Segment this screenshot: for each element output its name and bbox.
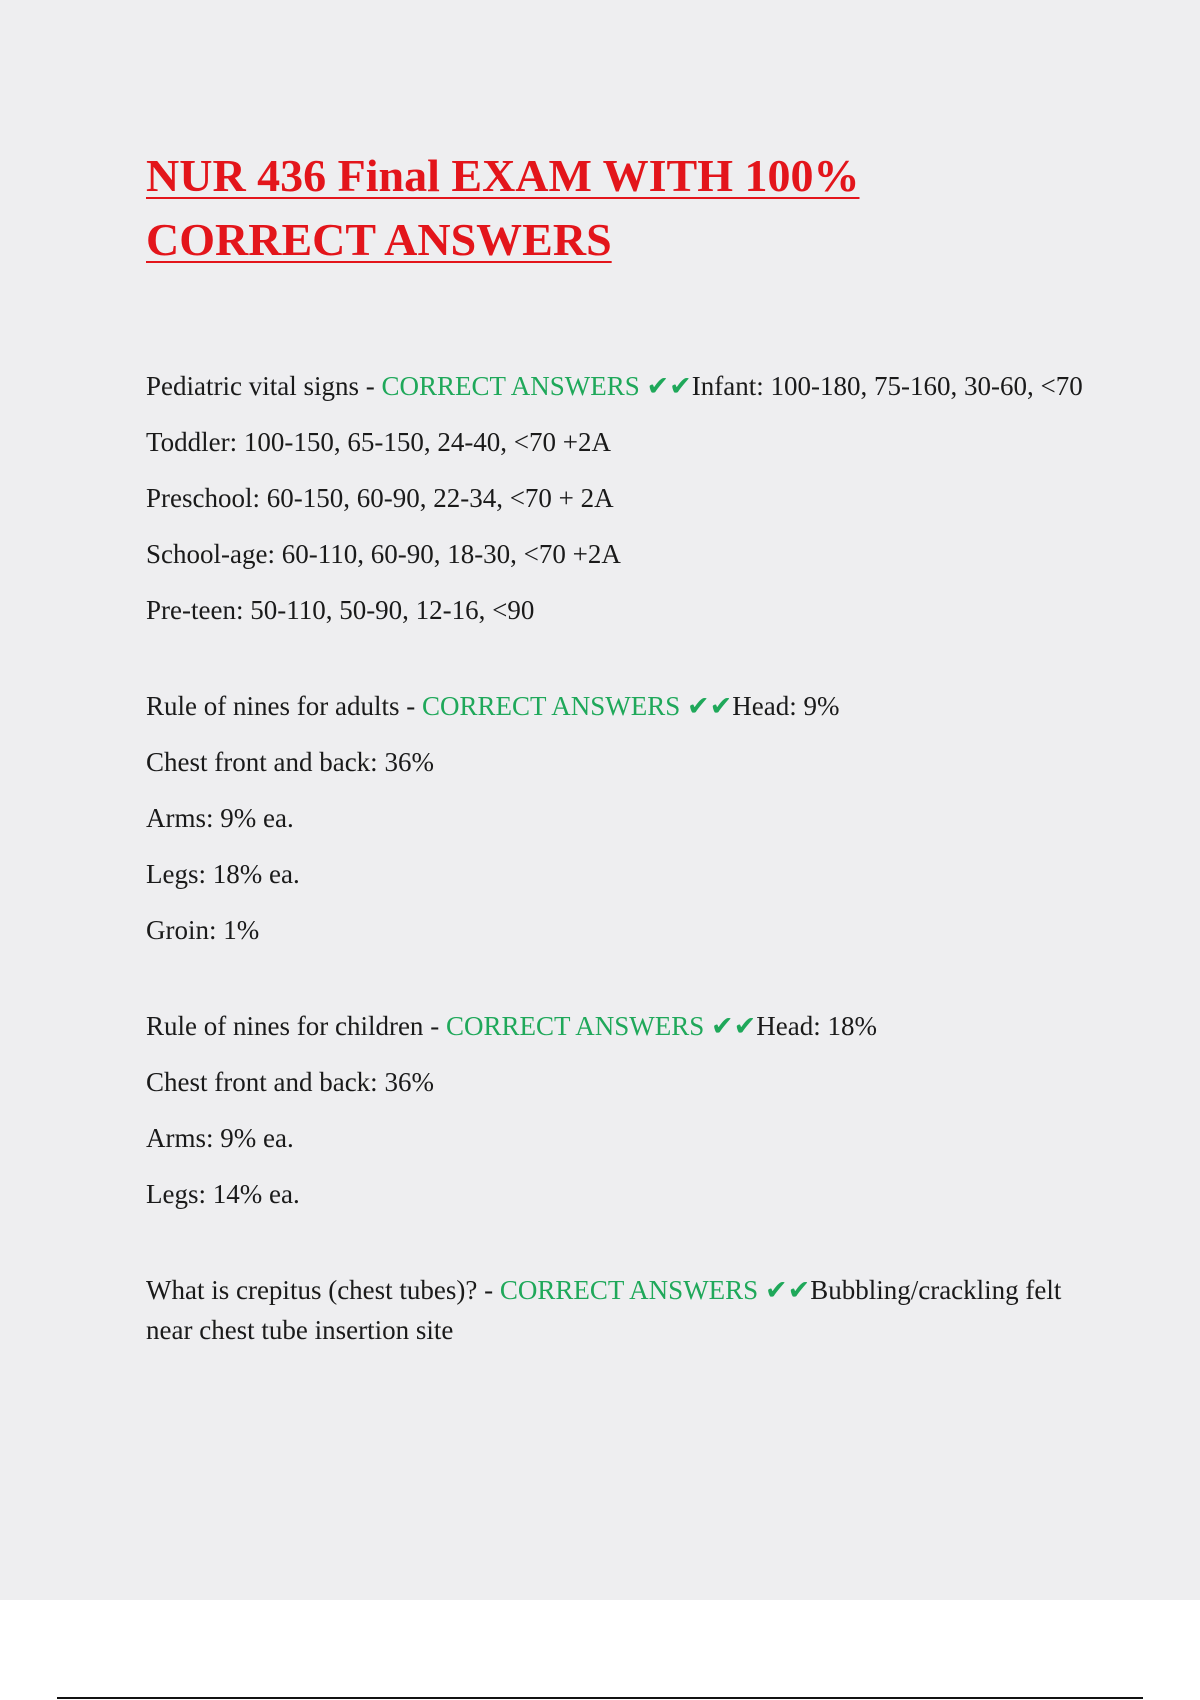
answer-line: Pre-teen: 50-110, 50-90, 12-16, <90 [146,595,535,625]
answer-line: Toddler: 100-150, 65-150, 24-40, <70 +2A [146,427,612,457]
answer-line: Arms: 9% ea. [146,1123,294,1153]
answer-line: Preschool: 60-150, 60-90, 22-34, <70 + 2A [146,483,614,513]
correct-answers-label: CORRECT ANSWERS [499,1275,759,1305]
question-text: Pediatric vital signs [146,371,359,401]
qa-item [146,1270,1106,1350]
question-text: What is crepitus (chest tubes)? [146,1275,478,1305]
separator: - [399,691,422,721]
answer-line: Chest front and back: 36% [146,1067,434,1097]
qa-item [146,686,1106,950]
double-check-icon: ✔✔ [764,1275,811,1305]
correct-answers-label: CORRECT ANSWERS [421,691,681,721]
correct-answers-label: CORRECT ANSWERS [445,1011,705,1041]
qa-list [146,366,1106,1406]
answer-line: Legs: 18% ea. [146,859,300,889]
qa-item [146,366,1106,630]
question-text: Rule of nines for adults [146,691,400,721]
question-text: Rule of nines for children [146,1011,424,1041]
separator: - [423,1011,446,1041]
footer-divider [57,1697,1143,1699]
answer-first-line: Infant: 100-180, 75-160, 30-60, <70 [691,371,1083,401]
separator: - [477,1275,500,1305]
answer-line: Chest front and back: 36% [146,747,434,777]
double-check-icon: ✔✔ [687,691,733,721]
answer-first-line: Bubbling/crackling felt near chest tube insertion site [146,1275,1062,1345]
answer-line: Legs: 14% ea. [146,1179,300,1209]
document-title: NUR 436 Final EXAM WITH 100% CORRECT ANSWERS [146,150,860,265]
double-check-icon: ✔✔ [711,1011,757,1041]
answer-line: School-age: 60-110, 60-90, 18-30, <70 +2A [146,539,621,569]
answer-line: Arms: 9% ea. [146,803,294,833]
qa-item [146,1006,1106,1214]
answer-first-line: Head: 18% [756,1011,877,1041]
correct-answers-label: CORRECT ANSWERS [381,371,640,401]
qa-question-line [146,686,1106,726]
double-check-icon: ✔✔ [646,371,692,401]
qa-question-line [146,1006,1106,1046]
qa-question-line [146,366,1106,406]
separator: - [358,371,382,401]
answer-line: Groin: 1% [146,915,260,945]
answer-first-line: Head: 9% [732,691,840,721]
qa-question-line [146,1270,1106,1350]
